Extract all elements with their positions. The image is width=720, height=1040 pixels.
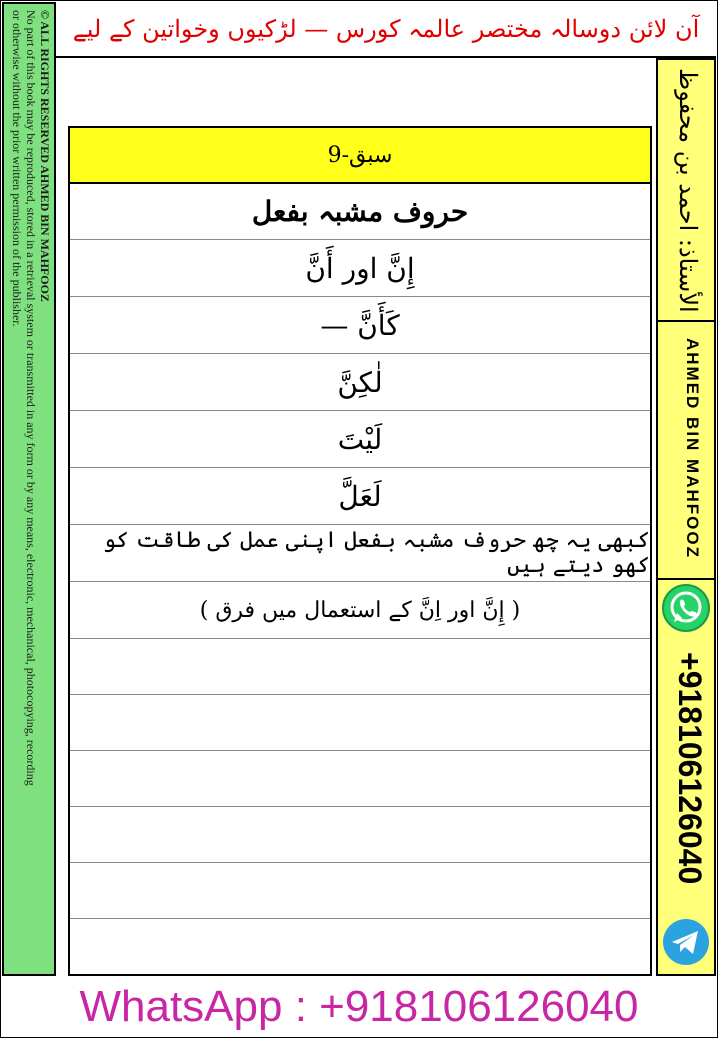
lesson-table bbox=[68, 126, 652, 976]
row-text: کبھی یہ چھ حروف مشبہ بفعل اپنی عمل کی طاقت کو کھو دیتے ہیں bbox=[103, 528, 650, 578]
row-text: ( إِنَّ اور اِنَّ کے استعمال میں فرق ) bbox=[199, 597, 521, 623]
table-row bbox=[70, 863, 650, 919]
copyright-line-3: or otherwise without the prior written permission of the publisher. bbox=[10, 10, 24, 327]
footer-whatsapp-text[interactable]: WhatsApp : +918106126040 bbox=[79, 982, 639, 1031]
table-row bbox=[70, 751, 650, 807]
teacher-name-urdu: الأستاذ: احمد بن محفوظ bbox=[674, 68, 702, 313]
phone-number[interactable]: +918106126040 bbox=[672, 652, 708, 885]
copyright-text bbox=[8, 10, 52, 970]
table-row bbox=[70, 639, 650, 695]
lesson-heading: حروف مشبہ بفعل bbox=[251, 195, 469, 228]
row-text: لَعَلَّ bbox=[338, 479, 382, 513]
table-row bbox=[70, 297, 650, 354]
telegram-icon[interactable] bbox=[662, 918, 710, 966]
table-row bbox=[70, 807, 650, 863]
copyright-line-2: No part of this book may be reproduced, stored in a retrieval system or transmitted in any form or by any means, electronic, mechanical, photocopying, recording bbox=[24, 10, 38, 786]
table-row bbox=[70, 525, 650, 582]
whatsapp-icon[interactable] bbox=[662, 584, 710, 632]
teacher-sidebar bbox=[656, 58, 716, 976]
table-row bbox=[70, 411, 650, 468]
row-text: لٰكِنَّ bbox=[337, 365, 383, 399]
course-header bbox=[56, 2, 716, 58]
lesson-heading-row bbox=[70, 184, 650, 240]
table-row bbox=[70, 240, 650, 297]
teacher-name-urdu-box bbox=[658, 60, 714, 322]
copyright-line-1: © ALL RIGHTS RESERVED AHMED BIN MAHFOOZ bbox=[38, 10, 52, 302]
teacher-name-english-box bbox=[658, 320, 714, 580]
table-row bbox=[70, 695, 650, 751]
table-row bbox=[70, 919, 650, 974]
table-row bbox=[70, 582, 650, 639]
lesson-title-row bbox=[70, 128, 650, 184]
contact-box bbox=[658, 578, 714, 976]
teacher-name-english: AHMED BIN MAHFOOZ bbox=[683, 338, 702, 559]
row-text: إِنَّ اور أَنَّ bbox=[305, 251, 415, 285]
table-row bbox=[70, 468, 650, 525]
footer bbox=[2, 978, 716, 1036]
copyright-strip bbox=[2, 2, 56, 976]
table-row bbox=[70, 354, 650, 411]
row-text: كَأَنَّ — bbox=[320, 308, 400, 342]
course-title: آن لائن دوسالہ مختصر عالمہ کورس — لڑکیوں وخواتین کے لیے bbox=[72, 15, 700, 43]
lesson-title: سبق-9 bbox=[327, 142, 393, 168]
row-text: لَيْتَ bbox=[337, 422, 383, 456]
